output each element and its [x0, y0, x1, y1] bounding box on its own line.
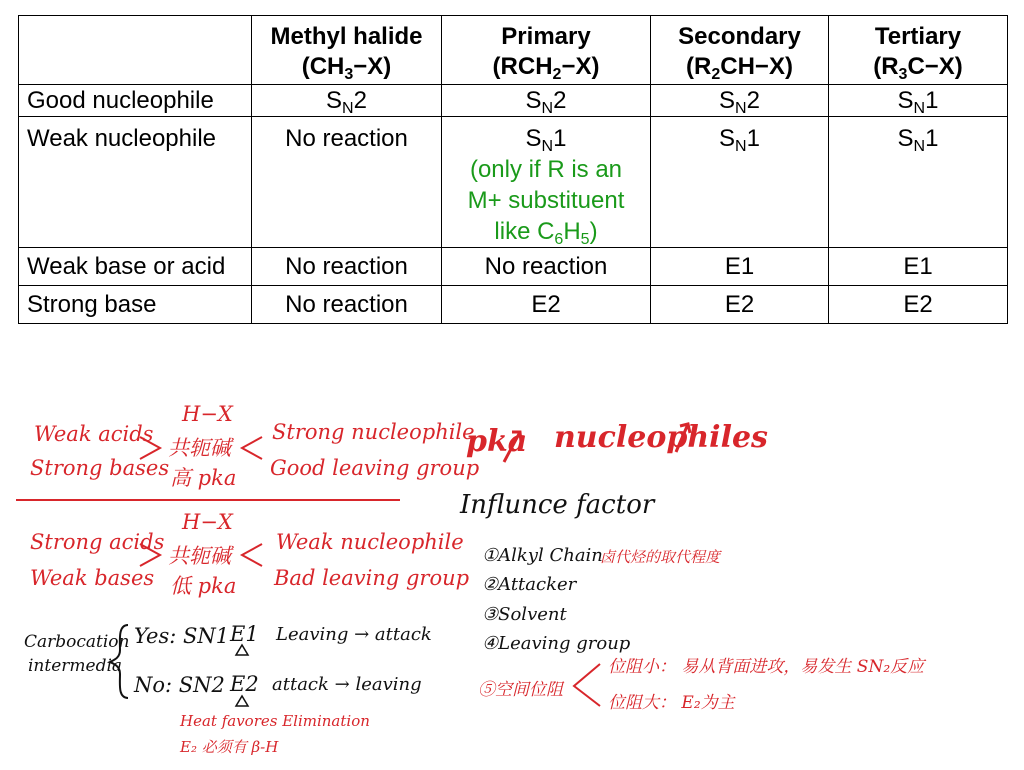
note-weak-bases: Weak bases [30, 566, 155, 590]
table-cell: E2 [829, 286, 1008, 324]
header-secondary: Secondary $(R_2CH-X)$ [651, 16, 829, 85]
less-than-mark [242, 544, 262, 566]
table-cell: E2 [651, 286, 829, 324]
factor-item: ②Attacker [482, 574, 577, 595]
table-cell: No reaction [252, 248, 442, 286]
note-hx: H−X [182, 510, 233, 534]
table-cell: $S_N2$ [651, 85, 829, 117]
table-cell: E1 [829, 248, 1008, 286]
table-cell: No reaction [442, 248, 651, 286]
note-pka: pka [466, 424, 528, 459]
sn1-condition-note: (only if R is an [469, 156, 623, 183]
note-low-pka: 低 pka [170, 574, 237, 598]
row-label: Good nucleophile [19, 85, 252, 117]
header-primary: Primary $(RCH_2-X)$ [442, 16, 651, 85]
note-no-sn2: No: SN2 [134, 673, 225, 697]
divider-line [16, 499, 400, 501]
table-cell: $S_N2$ [442, 85, 651, 117]
note-beta-h: E₂ 必须有 β-H [180, 738, 279, 756]
note-influence-factor-title: Influnce factor [460, 490, 655, 520]
note-alkyl-substitution: 卤代烃的取代程度 [600, 548, 721, 566]
note-attack-then-leaving: attack → leaving [272, 674, 422, 695]
factor-item: ④Leaving group [482, 633, 631, 654]
table-cell: No reaction [252, 286, 442, 324]
note-strong-nucleophile: Strong nucleophile [272, 420, 475, 444]
note-nucleophiles: nucleophiles [554, 420, 768, 455]
factor-item: ①Alkyl Chain [482, 545, 603, 566]
note-steric-hindrance: ⑤空间位阻 [478, 680, 563, 700]
note-hx: H−X [182, 402, 233, 426]
note-yes-sn1: Yes: SN1 [134, 624, 230, 648]
table-cell: $S_N1$ [829, 117, 1008, 248]
header-methyl-halide: Methyl halide $(CH_3-X)$ [252, 16, 442, 85]
table-cell: $S_N1$ [651, 117, 829, 248]
note-strong-bases: Strong bases [30, 456, 170, 480]
row-label: Weak base or acid [19, 248, 252, 286]
less-than-mark [242, 437, 262, 459]
table-cell: $S_N1$ [829, 85, 1008, 117]
table-cell: No reaction [252, 117, 442, 248]
table-cell: $S_N2$ [252, 85, 442, 117]
note-strong-acids: Strong acids [30, 530, 165, 554]
header-tertiary: Tertiary $(R_3C-X)$ [829, 16, 1008, 85]
row-label: Weak nucleophile [19, 117, 252, 248]
note-heat-elimination: Heat favores Elimination [180, 712, 370, 730]
note-leaving-then-attack: Leaving → attack [276, 624, 432, 645]
steric-bracket-mark [574, 664, 600, 706]
heat-triangle-icon [236, 696, 248, 706]
note-e2: E2 [230, 672, 259, 696]
note-good-leaving-group: Good leaving group [270, 456, 480, 480]
note-high-pka: 高 pka [170, 466, 237, 490]
table-cell: E2 [442, 286, 651, 324]
factor-item: ③Solvent [482, 604, 567, 625]
note-e1: E1 [230, 622, 259, 646]
note-weak-nucleophile: Weak nucleophile [276, 530, 464, 554]
note-conjugate-base: 共轭碱 [168, 436, 231, 460]
row-label: Strong base [19, 286, 252, 324]
note-intermedia: intermedia [28, 656, 123, 676]
note-large-hindrance: 位阻大： E₂为主 [608, 693, 735, 713]
table-cell: $S_N1$ (only if R is an M+ substituent like $C_6H_5$) [442, 117, 651, 248]
note-carbocation: Carbocation [24, 632, 130, 652]
note-conjugate-base: 共轭碱 [168, 544, 231, 568]
note-bad-leaving-group: Bad leaving group [274, 566, 470, 590]
note-small-hindrance: 位阻小： 易从背面进攻，易发生 SN₂反应 [608, 657, 925, 677]
table-cell: E1 [651, 248, 829, 286]
heat-triangle-icon [236, 645, 248, 655]
note-weak-acids: Weak acids [34, 422, 154, 446]
